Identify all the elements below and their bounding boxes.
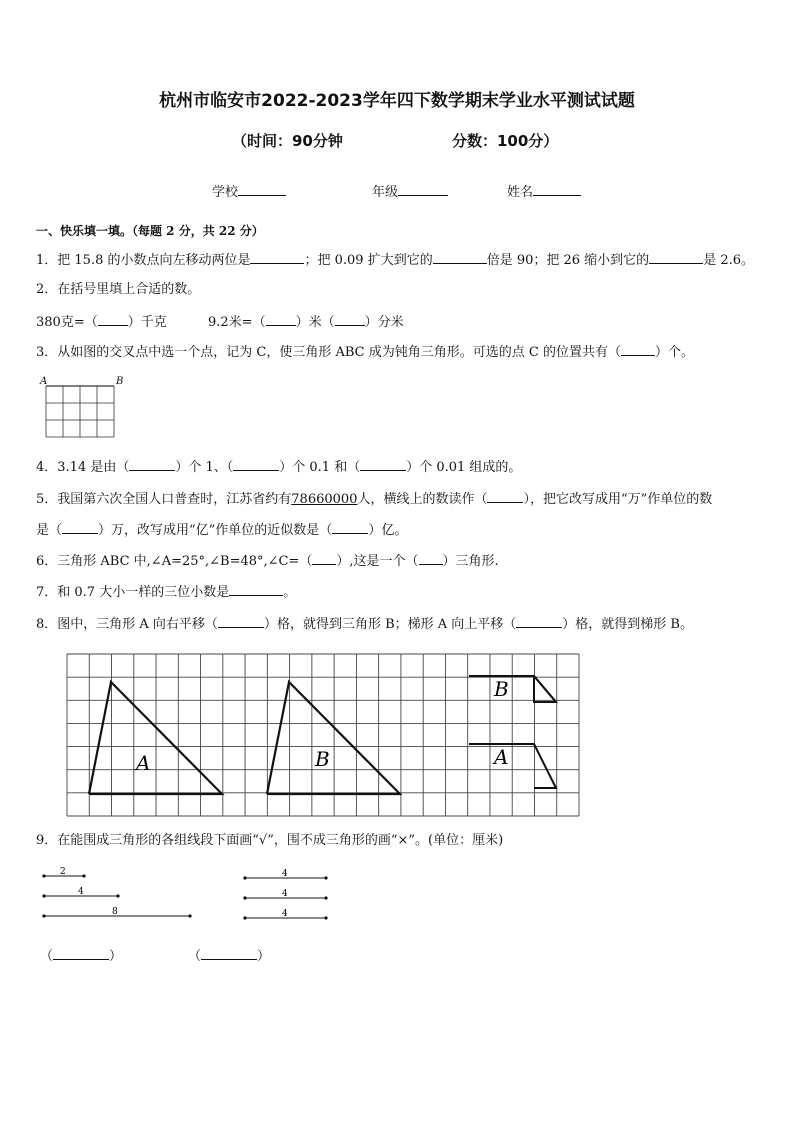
question-5-line-1	[36, 489, 712, 509]
segment-label: 8	[112, 907, 118, 917]
q9-blank-1[interactable]	[53, 946, 109, 960]
q2-text-a: 380克=（	[36, 315, 98, 330]
q5-text-a: 5．我国第六次全国人口普查时，江苏省约有	[36, 492, 292, 507]
q5-blank-3[interactable]	[332, 520, 368, 534]
q1-blank-2[interactable]	[433, 250, 487, 264]
q8-text-b: ）格，就得到三角形 B；梯形 A 向上平移（	[263, 617, 517, 632]
q6-text-a: 6．三角形 ABC 中,∠A=25°,∠B=48°,∠C=（	[36, 554, 313, 569]
label-trapezoid-b: B	[494, 677, 509, 701]
q5-text-b: 人，横线上的数读作（	[357, 492, 488, 507]
q7-text-b: 。	[283, 585, 297, 600]
paren-close: ）	[109, 949, 123, 964]
label-triangle-b: B	[315, 747, 330, 771]
exam-time: （时间：90分钟	[232, 132, 343, 150]
question-9: 9．在能围成三角形的各组线段下面画“√”，围不成三角形的画“×”。(单位：厘米)	[36, 833, 504, 848]
q3-label-b: B	[116, 376, 124, 387]
q4-text-a: 4．3.14 是由（	[36, 460, 130, 475]
grade-label: 年级	[372, 185, 399, 200]
q8-blank-1[interactable]	[218, 614, 264, 628]
question-7	[36, 582, 296, 602]
segment-label: 4	[282, 869, 288, 879]
q3-label-a: A	[40, 376, 48, 387]
q1-blank-3[interactable]	[649, 250, 703, 264]
grade-blank[interactable]	[398, 182, 448, 196]
q8-grid-figure	[66, 654, 580, 816]
segment-label: 4	[282, 909, 288, 919]
q5-blank-2[interactable]	[62, 520, 98, 534]
segment-label: 4	[282, 889, 288, 899]
name-label: 姓名	[507, 185, 534, 200]
label-triangle-a: A	[136, 751, 151, 775]
q9-answer-1	[40, 946, 122, 966]
segment-label: 2	[60, 867, 66, 877]
q1-text-c: 倍是 90；把 26 缩小到它的	[486, 253, 650, 268]
q2-text-e: ）分米	[364, 315, 404, 330]
q2-blank-3[interactable]	[335, 312, 365, 326]
q2-text-b: ）千克	[127, 315, 167, 330]
q3-grid-figure	[46, 386, 118, 440]
name-blank[interactable]	[533, 182, 581, 196]
q7-text-a: 7．和 0.7 大小一样的三位小数是	[36, 585, 230, 600]
q6-blank-1[interactable]	[312, 551, 336, 565]
segment-label: 4	[78, 887, 84, 897]
question-2: 2．在括号里填上合适的数。	[36, 282, 201, 297]
q8-text-c: ）格，就得到梯形 B。	[562, 617, 693, 632]
q8-text-a: 8．图中，三角形 A 向右平移（	[36, 617, 218, 632]
question-2-line-1	[36, 312, 167, 332]
q5-text-f: ）亿。	[368, 523, 408, 538]
q8-blank-2[interactable]	[516, 614, 562, 628]
q6-text-b: ）,这是一个（	[336, 554, 419, 569]
q4-text-b: ）个 1、（	[175, 460, 234, 475]
q5-text-c: ），把它改写成用“万”作单位的数	[523, 492, 713, 507]
q9-answer-2	[188, 946, 270, 966]
exam-score: 分数：100分）	[452, 132, 559, 150]
school-label: 学校	[212, 185, 239, 200]
page-title: 杭州市临安市2022-2023学年四下数学期末学业水平测试试题	[159, 91, 635, 111]
q1-text-b: ；把 0.09 扩大到它的	[304, 253, 433, 268]
q6-blank-2[interactable]	[419, 551, 443, 565]
q2-text-d: ）米（	[295, 315, 335, 330]
section-heading: 一、快乐填一填。（每题 2 分，共 22 分）	[36, 224, 264, 238]
q9-group-1	[40, 862, 200, 922]
paren-open: （	[188, 949, 202, 964]
question-3	[36, 342, 694, 362]
q5-text-e: ）万，改写成用“亿”作单位的近似数是（	[98, 523, 333, 538]
q5-text-d: 是（	[36, 523, 63, 538]
q9-group-2	[240, 868, 340, 928]
school-field	[212, 181, 286, 200]
q5-number: 78660000	[291, 492, 358, 507]
paren-close: ）	[257, 949, 271, 964]
question-1	[36, 250, 754, 270]
trapezoid-a	[534, 744, 556, 788]
q4-text-d: ）个 0.01 组成的。	[406, 460, 522, 475]
q4-text-c: ）个 0.1 和（	[279, 460, 361, 475]
q6-text-c: ）三角形.	[442, 554, 499, 569]
q9-blank-2[interactable]	[201, 946, 257, 960]
triangle-a	[89, 682, 222, 794]
q1-text-d: 是 2.6。	[703, 253, 754, 268]
q5-blank-1[interactable]	[487, 489, 523, 503]
question-5-line-2	[36, 520, 407, 540]
question-8	[36, 614, 693, 634]
q2-blank-1[interactable]	[98, 312, 128, 326]
question-4	[36, 457, 521, 477]
question-6	[36, 551, 499, 571]
name-field	[507, 181, 581, 200]
question-2-line-2	[208, 312, 404, 332]
q4-blank-1[interactable]	[129, 457, 175, 471]
q3-blank[interactable]	[621, 342, 655, 356]
triangle-b	[267, 682, 400, 794]
q4-blank-3[interactable]	[360, 457, 406, 471]
q4-blank-2[interactable]	[233, 457, 279, 471]
q1-text-a: 1．把 15.8 的小数点向左移动两位是	[36, 253, 251, 268]
q2-text-c: 9.2米=（	[208, 315, 266, 330]
q3-text-b: ）个。	[654, 345, 694, 360]
q7-blank[interactable]	[229, 582, 283, 596]
paren-open: （	[40, 949, 54, 964]
school-blank[interactable]	[238, 182, 286, 196]
q2-blank-2[interactable]	[266, 312, 296, 326]
label-trapezoid-a: A	[494, 745, 509, 769]
grade-field	[372, 181, 448, 200]
q1-blank-1[interactable]	[250, 250, 304, 264]
q3-text-a: 3．从如图的交叉点中选一个点，记为 C，使三角形 ABC 成为钝角三角形。可选的点 C 的位置共有（	[36, 345, 621, 360]
